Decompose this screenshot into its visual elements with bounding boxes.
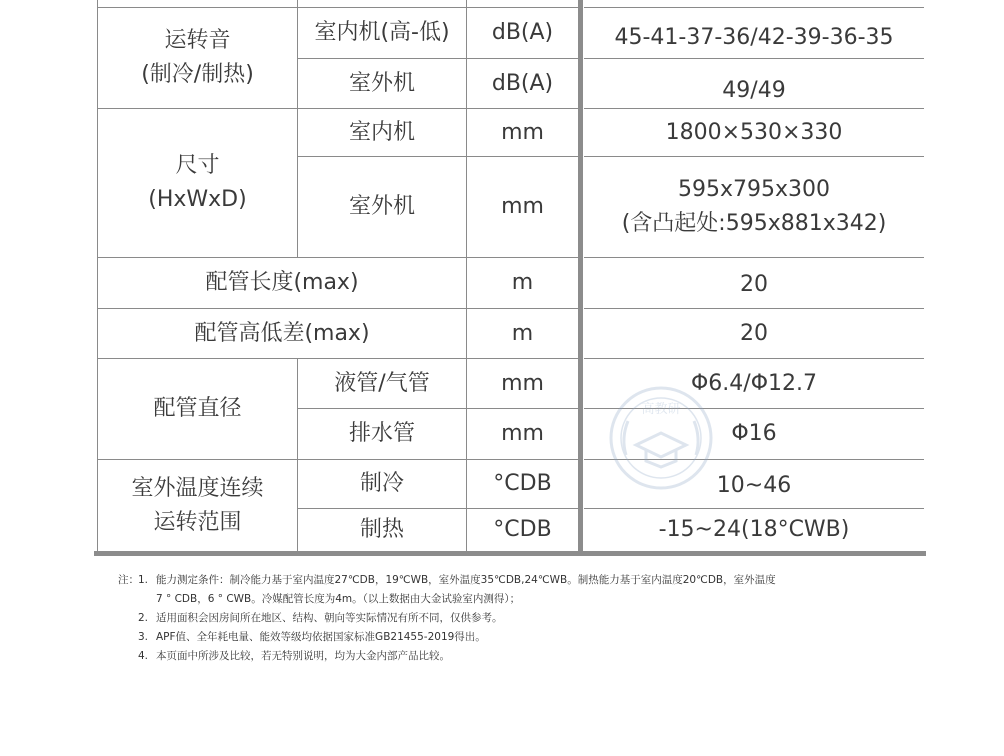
note-number: 3. [138, 631, 149, 643]
pipe-height-label: 配管高低差(max) [194, 320, 370, 346]
outdoor-temp-heating-unit: °CDB [493, 517, 552, 542]
noise-indoor-sub: 室内机(高-低) [314, 20, 450, 45]
outdoor-temp-label [98, 460, 297, 551]
size-indoor-sub: 室内机 [348, 119, 415, 145]
noise-indoor-unit: dB(A) [491, 20, 554, 45]
outdoor-temp-cooling-sub: 制冷 [359, 471, 404, 496]
table-bottom-rule [94, 551, 926, 556]
noise-label-line2: (制冷/制热) [141, 62, 254, 87]
note-item-continuation [118, 590, 938, 609]
row-divider [584, 257, 924, 258]
noise-outdoor-value: 49/49 [722, 77, 786, 103]
size-outdoor-unit: mm [501, 194, 544, 219]
note-item [118, 647, 938, 666]
note-text: 本页面中所涉及比较，若无特别说明，均为大金内部产品比较。 [156, 650, 450, 662]
pipe-height-value: 20 [740, 320, 768, 346]
size-label [98, 109, 297, 257]
note-text: 适用面积会因房间所在地区、结构、朝向等实际情况有所不同，仅供参考。 [156, 612, 503, 624]
notes-prefix: 注： [118, 574, 139, 586]
note-number: 4. [138, 650, 149, 662]
noise-label-line1: 运转音 [164, 28, 231, 53]
size-label-line1: 尺寸 [175, 153, 220, 178]
pipe-length-unit: m [511, 270, 534, 295]
watermark-seal-icon [606, 383, 716, 493]
outdoor-temp-heating-sub: 制热 [359, 517, 404, 542]
noise-outdoor-unit: dB(A) [491, 70, 554, 96]
size-indoor-unit: mm [501, 119, 544, 145]
note-item [118, 628, 938, 647]
pipe-diameter-drain-value: Φ16 [731, 421, 777, 446]
pipe-diameter-drain-sub: 排水管 [348, 421, 415, 446]
outdoor-temp-cooling-unit: °CDB [493, 471, 552, 496]
note-text: 7 ° CDB，6 ° CWB。冷媒配管长度为4m。（以上数据由大金试验室内测得）； [156, 593, 521, 605]
note-text: APF值、全年耗电量、能效等级均依据国家标准GB21455-2019得出。 [156, 631, 486, 643]
pipe-height-unit: m [511, 320, 534, 346]
pipe-diameter-liquid-gas-sub: 液管/气管 [334, 370, 430, 396]
note-text: 能力测定条件：制冷能力基于室内温度27℃DB，19℃WB，室外温度35℃DB,24℃WB。制热能力基于室内温度20℃DB，室外温度 [156, 574, 776, 586]
watermark-text: 高教研 [641, 402, 681, 417]
row-divider [584, 7, 924, 8]
pipe-diameter-drain-unit: mm [501, 421, 544, 446]
pipe-length-value: 20 [740, 272, 768, 297]
outdoor-temp-cooling-value: 10~46 [716, 473, 792, 498]
pipe-diameter-liquid-gas-value: Φ6.4/Φ12.7 [690, 370, 818, 396]
noise-label [98, 8, 297, 108]
size-outdoor-value-line2: (含凸起处:595x881x342) [621, 211, 887, 236]
notes [118, 571, 938, 666]
pipe-diameter-label: 配管直径 [153, 396, 242, 421]
noise-indoor-value: 45-41-37-36/42-39-36-35 [614, 25, 894, 50]
pipe-length-label: 配管长度(max) [205, 270, 359, 295]
size-indoor-value: 1800×530×330 [665, 119, 843, 145]
size-label-line2: (HxWxD) [148, 187, 247, 212]
note-number: 2. [138, 612, 149, 624]
pipe-diameter-liquid-gas-unit: mm [501, 370, 544, 396]
size-outdoor-sub: 室外机 [348, 194, 415, 219]
note-item [118, 609, 938, 628]
outdoor-temp-label-line1: 室外温度连续 [131, 475, 264, 501]
column-separator-bar [578, 0, 583, 555]
size-outdoor-value [584, 157, 924, 257]
noise-outdoor-sub: 室外机 [348, 70, 415, 96]
outdoor-temp-label-line2: 运转范围 [153, 509, 242, 535]
note-number: 1. [138, 574, 149, 586]
size-outdoor-value-line1: 595x795x300 [677, 177, 830, 202]
note-item [118, 571, 938, 590]
outdoor-temp-heating-value: -15~24(18°CWB) [658, 517, 850, 542]
